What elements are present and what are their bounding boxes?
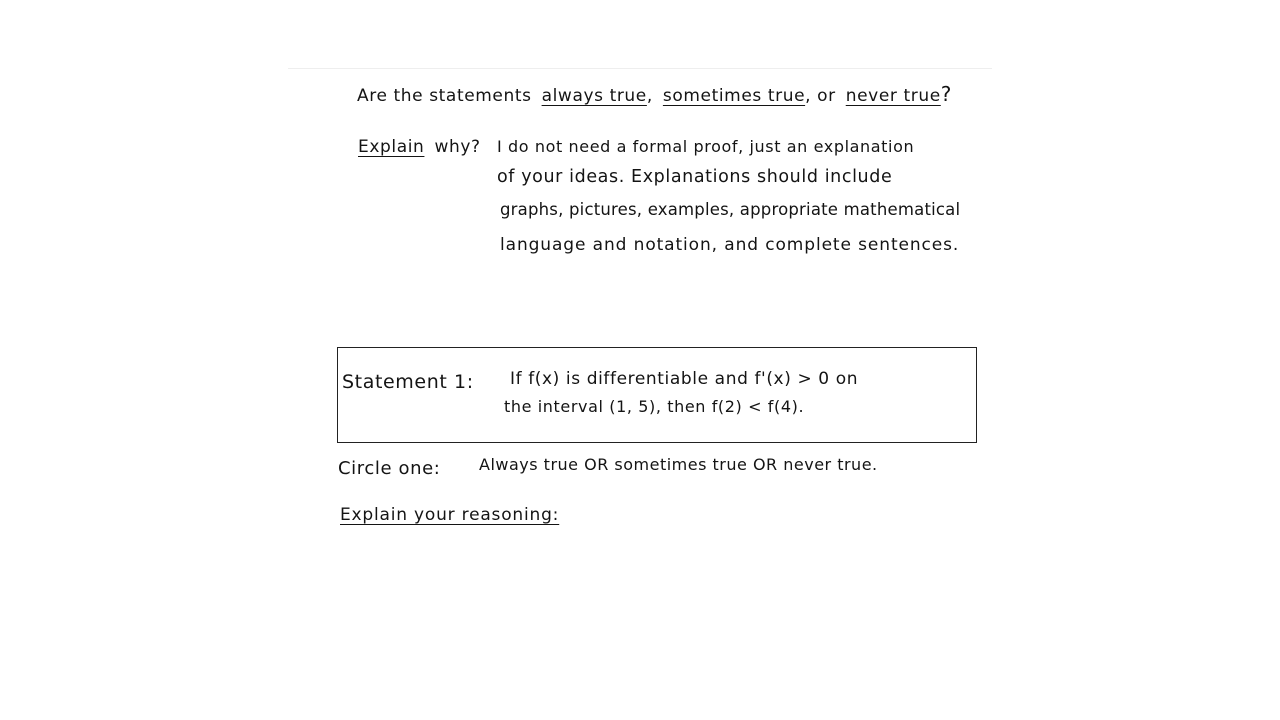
explain-label: Explain (358, 137, 425, 157)
option-never-true: never true (845, 86, 941, 106)
statement-label: Statement 1: (342, 371, 474, 393)
intro-prefix: Are the statements (357, 86, 532, 106)
option-sometimes-true: sometimes true (662, 86, 806, 106)
instruction-line-2: of your ideas. Explanations should include (497, 167, 893, 187)
statement-line-1: If f(x) is differentiable and f'(x) > 0 on (510, 369, 859, 389)
instruction-line-4: language and notation, and complete sentences. (500, 235, 960, 255)
statement-box (337, 347, 977, 443)
intro-question-mark: ? (940, 82, 952, 106)
why-label: why? (434, 137, 481, 157)
instruction-line-3: graphs, pictures, examples, appropriate mathematical (500, 200, 961, 219)
explain-why-label (358, 137, 481, 157)
intro-comma-2: , or (805, 86, 836, 106)
explain-reasoning-label: Explain your reasoning: (340, 505, 560, 525)
top-divider (288, 68, 992, 69)
circle-one-label: Circle one: (338, 458, 441, 479)
circle-one-choices: Always true OR sometimes true OR never true. (479, 455, 878, 474)
intro-comma-1: , (646, 86, 653, 106)
instruction-line-1: I do not need a formal proof, just an explanation (497, 137, 915, 156)
statement-line-2: the interval (1, 5), then f(2) < f(4). (504, 397, 805, 416)
intro-question (357, 82, 952, 106)
option-always-true: always true (541, 86, 647, 106)
